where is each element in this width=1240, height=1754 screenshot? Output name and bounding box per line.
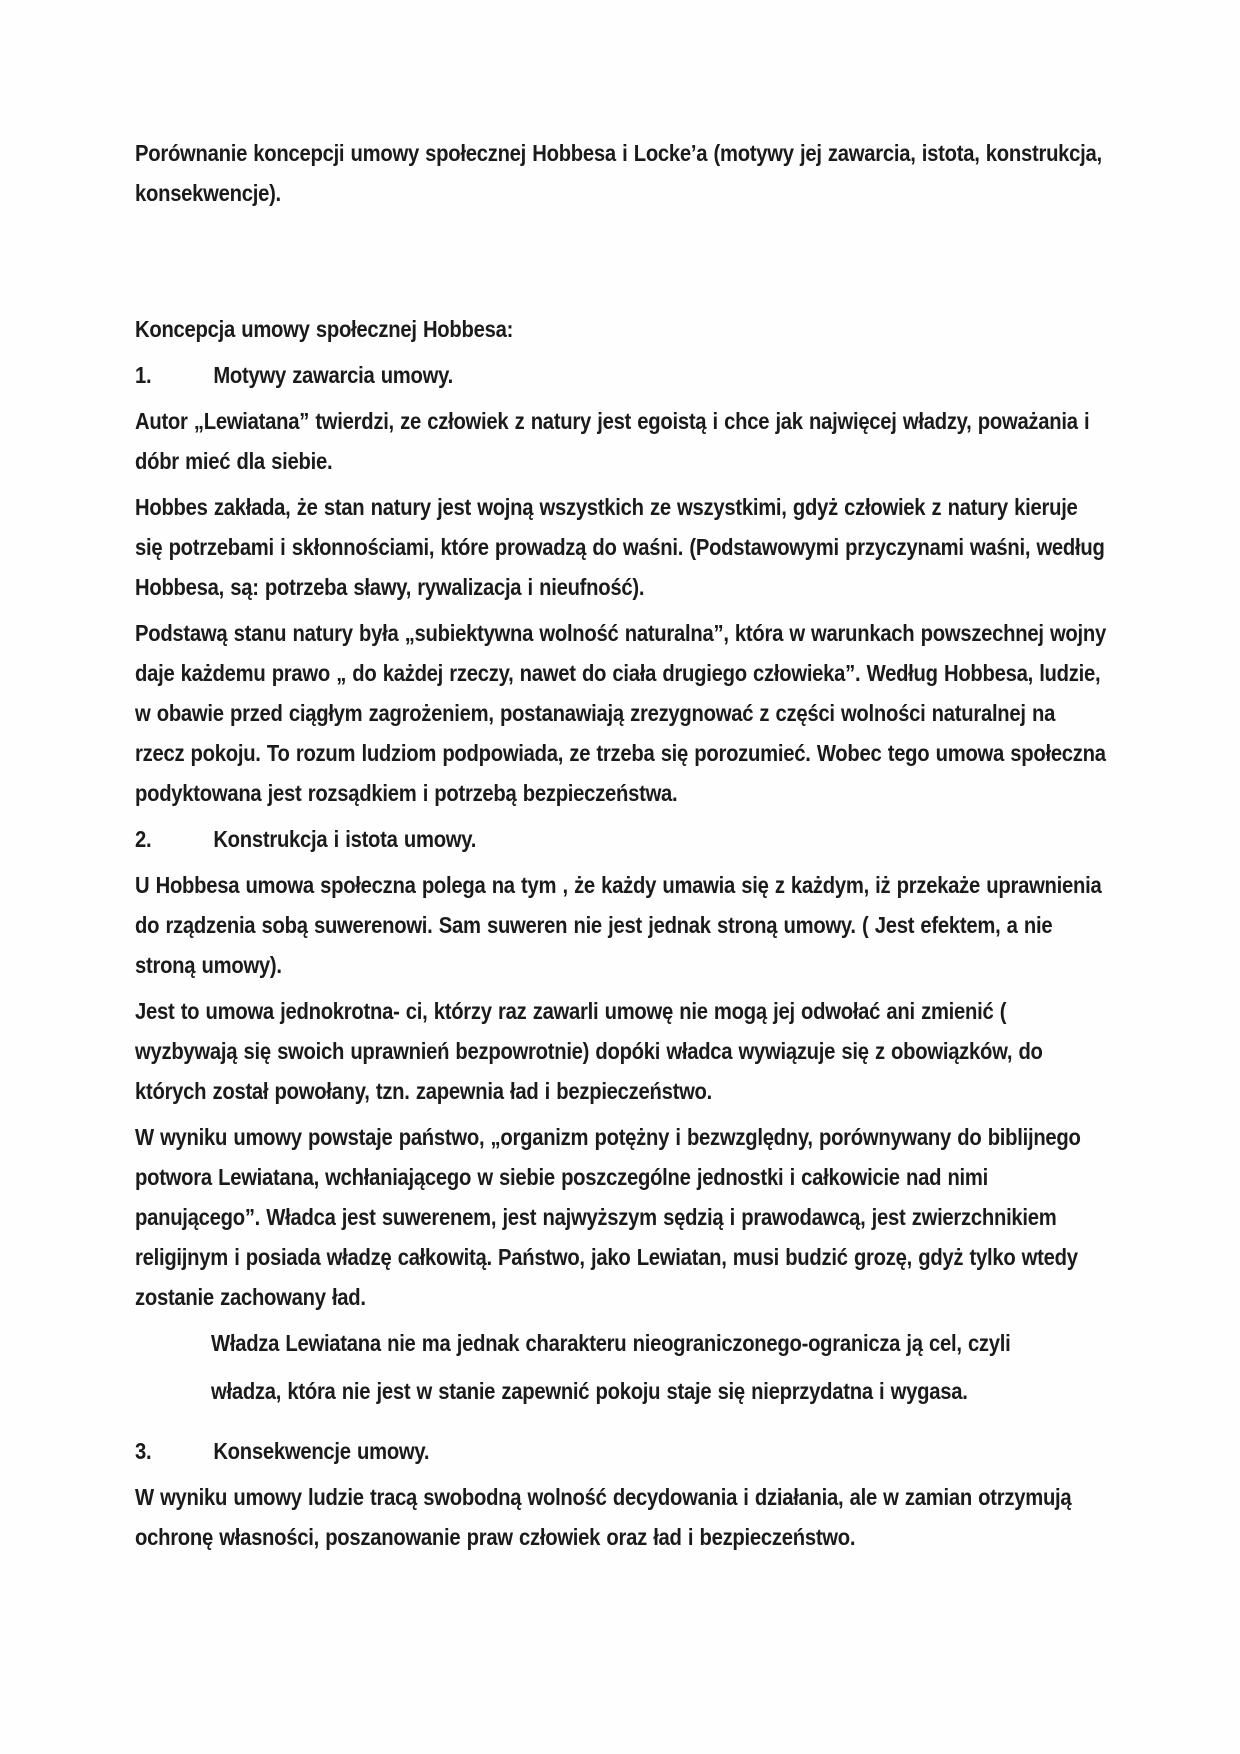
blank-space: [135, 219, 1240, 309]
paragraph-podstawa-stanu-natury: Podstawą stanu natury była „subiektywna wolność naturalna”, która w warunkach powszechnej wojny daje każdemu prawo „ do każdej rzeczy, nawet do ciała drugiego człowieka”. Według Hobbesa, ludzie, w obawie przed ciągłym zagrożeniem, postanawiają zrezygnować z części wolności naturalnej na rzecz pokoju. To rozum ludziom podpowiada, ze trzeba się porozumieć. Wobec tego umowa społeczna podyktowana jest rozsądkiem i potrzebą bezpieczeństwa.: [135, 620, 1106, 806]
item-label: Konstrukcja i istota umowy.: [213, 826, 477, 852]
paragraph-umowa-jednokrotna: Jest to umowa jednokrotna- ci, którzy raz zawarli umowę nie mogą jej odwołać ani zmienić ( wyzbywają się swoich uprawnień bezpowrotnie) dopóki władca wywiązuje się z obowiązków, do których został powołany, tzn. zapewnia ład i bezpieczeństwo.: [135, 998, 1043, 1104]
numbered-item-3: [135, 1431, 1110, 1471]
item-label: Konsekwencje umowy.: [213, 1438, 430, 1464]
paragraph-powstaje-panstwo: W wyniku umowy powstaje państwo, „organizm potężny i bezwzględny, porównywany do biblijnego potwora Lewiatana, wchłaniającego w siebie poszczególne jednostki i całkowicie nad nimi panującego”. Władca jest suwerenem, jest najwyższym sędzią i prawodawcą, jest zwierzchnikiem religijnym i posiada władzę całkowitą. Państwo, jako Lewiatan, musi budzić grozę, gdyż tylko wtedy zostanie zachowany ład.: [135, 1124, 1081, 1310]
paragraph-autor-lewiatana: Autor „Lewiatana” twierdzi, ze człowiek z natury jest egoistą i chce jak najwięcej władzy, poważania i dóbr mieć dla siebie.: [135, 408, 1090, 474]
numbered-item-2: [135, 819, 1110, 859]
item-number: 1.: [135, 362, 152, 388]
indented-line-wladza-wygasa: władza, która nie jest w stanie zapewnić pokoju staje się nieprzydatna i wygasa.: [211, 1378, 968, 1404]
section-heading: Koncepcja umowy społecznej Hobbesa:: [135, 316, 514, 342]
numbered-item-1: [135, 355, 1110, 395]
paragraph-konsekwencje: W wyniku umowy ludzie tracą swobodną wolność decydowania i działania, ale w zamian otrzymują ochronę własności, poszanowanie praw człowiek oraz ład i bezpieczeństwo.: [135, 1484, 1072, 1550]
item-label: Motywy zawarcia umowy.: [213, 362, 453, 388]
paragraph-umowa-polega: U Hobbesa umowa społeczna polega na tym , że każdy umawia się z każdym, iż przekaże uprawnienia do rządzenia sobą suwerenowi. Sam suweren nie jest jednak stroną umowy. ( Jest efektem, a nie stroną umowy).: [135, 872, 1102, 978]
item-number: 2.: [135, 826, 152, 852]
indented-line-wladza-lewiatana: Władza Lewiatana nie ma jednak charakteru nieograniczonego-ogranicza ją cel, czyli: [211, 1330, 1011, 1356]
document-title: Porównanie koncepcji umowy społecznej Hobbesa i Locke’a (motywy jej zawarcia, istota, konstrukcja, konsekwencje).: [135, 140, 1102, 206]
paragraph-stan-natury-wojna: Hobbes zakłada, że stan natury jest wojną wszystkich ze wszystkimi, gdyż człowiek z natury kieruje się potrzebami i skłonnościami, które prowadzą do waśni. (Podstawowymi przyczynami waśni, według Hobbesa, są: potrzeba sławy, rywalizacja i nieufność).: [135, 494, 1105, 600]
item-number: 3.: [135, 1438, 152, 1464]
